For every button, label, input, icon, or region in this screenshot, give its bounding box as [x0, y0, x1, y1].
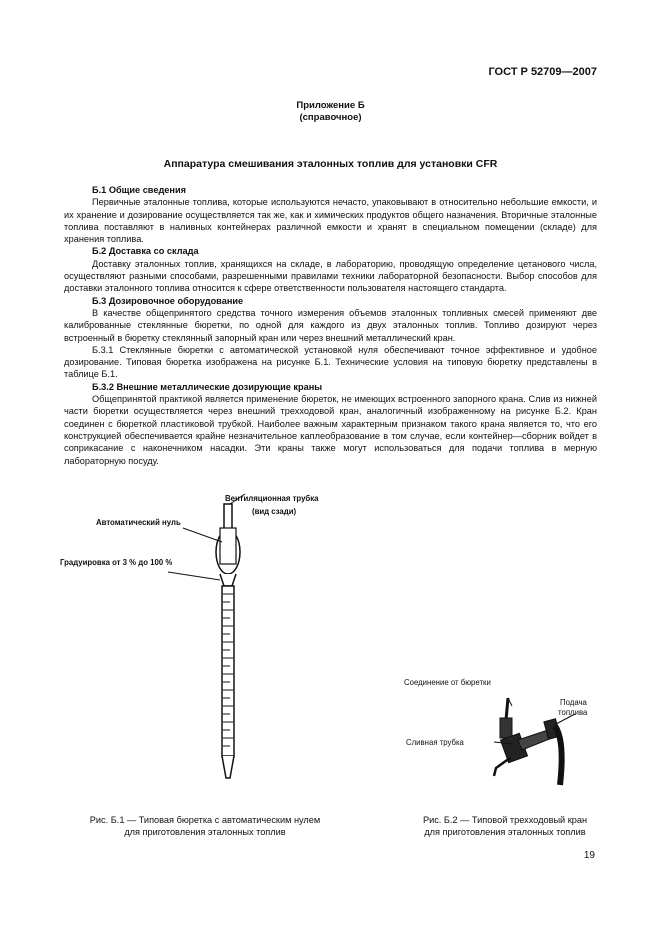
figure1-caption	[60, 814, 350, 838]
label-auto-zero: Автоматический нуль	[96, 518, 181, 527]
burette-drawing	[60, 490, 350, 790]
caption-line: для приготовления эталонных топлив	[424, 827, 586, 837]
paragraph: Первичные эталонные топлива, которые используются нечасто, упаковывают в относительно небольшие емкости, и их хранение и дозирование осуществляется так же, как и химических продуктов общего назначения. Вторичные эталонные топлива поставляют в наливных контейнерах различной емкости и хранят в специальном помещении (складе) для хранения топлива.	[64, 197, 597, 245]
label-graduation: Градуировка от 3 % до 100 %	[60, 558, 173, 567]
section-heading-b3: Б.3 Дозировочное оборудование	[92, 295, 244, 306]
figure-valve	[400, 678, 610, 790]
paragraph: Общепринятой практикой является применение бюреток, не имеющих встроенного запорного крана. Слив из нижней части бюретки осуществляется через внешний трехходовой кран, аналогичный изображенному на рисунке Б.2. Кран соединен с бюреткой пластиковой трубкой. Наиболее важным характерным признаком такого крана является то, что его конструкцией обеспечивается крайне незначительное каплеобразование в том случае, если контейнер—сборник войдет в соприкасание с наконечником насадки. Эти краны также могут использоваться для подачи топлива в мерную лабораторную посуду.	[64, 394, 597, 466]
label-fuel-feed-2: топлива	[558, 708, 588, 717]
appendix-note: (справочное)	[299, 112, 362, 123]
figure2-caption	[400, 814, 610, 838]
paragraph: В качестве общепринятого средства точного измерения объемов эталонных топливных смесей применяют две калиброванные стеклянные бюретки, по одной для каждого из двух эталонных топлив. Топливо дозируют через встроенный в бюретку стеклянный запорный кран или через внешний металлический кран.	[64, 307, 597, 343]
label-vent-tube: Вентиляционная трубка	[225, 494, 319, 503]
paragraph: Доставку эталонных топлив, хранящихся на складе, в лабораторию, проводящую определение цетанового числа, осуществляют разными способами, разрешенными правилами техники лабораторной безопасности. Выбор способов для доставки эталонного топлива относится к сфере ответственности пользователя настоящего стандарта.	[64, 258, 597, 294]
caption-line: Рис. Б.1 — Типовая бюретка с автоматическим нулем	[89, 815, 321, 825]
paragraph: Б.3.1 Стеклянные бюретки с автоматической установкой нуля обеспечивают точное эффективное и удобное дозирование. Типовая бюретка изображена на рисунке Б.1. Технические условия на типовую бюретку представлены в таблице Б.1.	[64, 344, 597, 380]
label-burette-connection: Соединение от бюретки	[404, 678, 491, 687]
standard-number: ГОСТ Р 52709—2007	[488, 66, 597, 78]
label-fuel-feed-1: Подача	[560, 698, 587, 707]
page-number: 19	[583, 850, 595, 861]
section-heading-b32: Б.3.2 Внешние металлические дозирующие краны	[92, 381, 323, 392]
caption-line: для приготовления эталонных топлив	[124, 827, 286, 837]
appendix-title: Приложение Б	[296, 100, 365, 111]
figure-burette	[60, 490, 350, 790]
label-vent-view: (вид сзади)	[252, 507, 297, 516]
section-heading-b2: Б.2 Доставка со склада	[92, 246, 199, 257]
label-drain-tube: Сливная трубка	[406, 738, 464, 747]
section-heading-b1: Б.1 Общие сведения	[92, 185, 186, 195]
body-text	[64, 184, 597, 467]
main-title: Аппаратура смешивания эталонных топлив для установки CFR	[163, 158, 498, 170]
caption-line: Рис. Б.2 — Типовой трехходовый кран	[422, 815, 588, 825]
